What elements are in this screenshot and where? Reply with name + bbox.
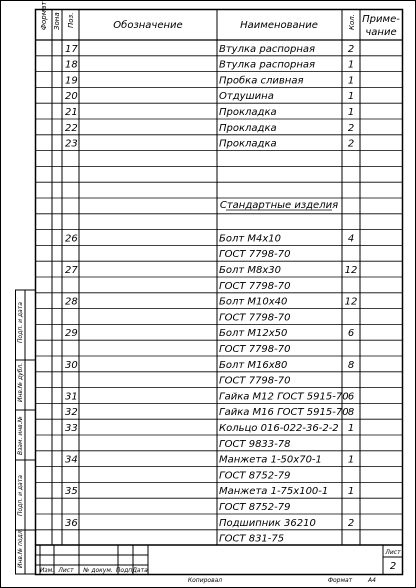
row-name: Кольцо 016-022-36-2-2 xyxy=(219,423,339,434)
row-name: Манжета 1-50х70-1 xyxy=(219,454,322,466)
table-row xyxy=(65,265,357,276)
footer-format-label: Формат xyxy=(327,577,353,584)
row-name: ГОСТ 7798-70 xyxy=(219,375,291,387)
table-row xyxy=(65,455,354,466)
row-name: Болт М10х40 xyxy=(219,296,288,308)
header-zone: Зона xyxy=(53,12,61,30)
table-row xyxy=(219,312,291,323)
table-row xyxy=(219,281,291,292)
side-stamp-sign-date-2: Подп. и дата xyxy=(17,475,24,516)
table-row xyxy=(65,91,354,102)
row-name: ГОСТ 831-75 xyxy=(219,533,285,545)
table-row xyxy=(65,407,354,418)
row-position: 31 xyxy=(65,391,78,403)
row-name: ГОСТ 8752-79 xyxy=(219,470,291,482)
section-title: Стандартные изделия xyxy=(219,200,339,211)
row-quantity: 2 xyxy=(347,138,355,150)
row-position: 21 xyxy=(65,107,78,118)
row-name: Гайка М16 ГОСТ 5915-70 xyxy=(219,407,349,419)
header-format: Формат xyxy=(40,1,48,30)
table-row xyxy=(219,249,291,260)
table-row xyxy=(219,439,291,450)
header-note-line1: Приме- xyxy=(362,14,400,25)
table-row xyxy=(65,44,354,55)
row-name: Болт М16х80 xyxy=(219,359,288,371)
row-position: 26 xyxy=(65,233,78,245)
row-quantity: 1 xyxy=(347,59,355,71)
row-position: 32 xyxy=(65,407,78,419)
header-qty: Кол. xyxy=(348,14,356,30)
row-name: Прокладка xyxy=(219,138,277,150)
table-row xyxy=(65,60,354,71)
row-name: ГОСТ 9833-78 xyxy=(219,438,291,450)
side-stamp-orig-inv: Инв.№ подл. xyxy=(17,528,24,568)
title-sheet-number: 2 xyxy=(389,561,397,572)
row-quantity: 12 xyxy=(344,265,358,276)
row-quantity: 6 xyxy=(347,328,355,340)
side-stamp-replace-inv: Взам. инв.№ xyxy=(17,416,24,455)
header-note-line2: чание xyxy=(365,27,397,38)
table-row xyxy=(65,107,354,118)
row-quantity: 2 xyxy=(347,517,355,529)
row-name: Пробка сливная xyxy=(219,75,304,87)
row-quantity: 1 xyxy=(347,107,355,118)
row-position: 22 xyxy=(65,122,78,134)
table-row xyxy=(65,391,354,402)
row-position: 29 xyxy=(65,328,78,340)
side-stamp-sign-date-1: Подп. и дата xyxy=(17,302,24,343)
row-name: Болт М8х30 xyxy=(219,265,282,276)
row-quantity: 8 xyxy=(347,359,355,371)
footer-format-value: А4 xyxy=(368,577,376,584)
row-position: 20 xyxy=(65,91,78,103)
row-position: 36 xyxy=(65,517,78,529)
row-name: Болт М12х50 xyxy=(219,328,288,340)
row-name: Втулка распорная xyxy=(219,43,316,55)
row-position: 19 xyxy=(65,75,78,87)
row-quantity: 1 xyxy=(347,454,355,466)
sheet-outer-border xyxy=(1,1,416,588)
table-row xyxy=(65,123,354,134)
table-row xyxy=(219,344,291,355)
row-name: ГОСТ 7798-70 xyxy=(219,344,291,355)
row-name: ГОСТ 8752-79 xyxy=(219,502,291,513)
table-row xyxy=(65,423,354,434)
table-row xyxy=(65,518,354,529)
row-position: 17 xyxy=(65,43,78,55)
row-quantity: 2 xyxy=(347,43,355,55)
table-row xyxy=(65,486,354,497)
title-sheet-label: Лист xyxy=(385,549,401,556)
table-row xyxy=(219,470,291,481)
row-name: Втулка распорная xyxy=(219,59,316,71)
row-quantity: 1 xyxy=(347,423,355,434)
row-quantity: 1 xyxy=(347,486,355,498)
row-position: 23 xyxy=(65,138,78,150)
row-position: 28 xyxy=(65,296,78,308)
row-name: Прокладка xyxy=(219,107,277,118)
row-quantity: 1 xyxy=(347,75,355,87)
header-name: Наименование xyxy=(240,20,318,31)
table-row xyxy=(219,534,284,545)
row-position: 33 xyxy=(65,423,78,434)
table-row xyxy=(65,139,354,150)
row-quantity: 4 xyxy=(347,233,355,245)
row-name: Манжета 1-75х100-1 xyxy=(219,486,329,498)
header-pos: Поз. xyxy=(67,12,75,28)
row-quantity: 2 xyxy=(347,122,355,134)
row-position: 34 xyxy=(65,454,78,466)
row-name: Отдушина xyxy=(219,91,274,103)
footer-copied: Копировал xyxy=(187,577,223,584)
table-row xyxy=(219,502,291,513)
header-designation: Обозначение xyxy=(113,20,183,31)
title-podp: Подп. xyxy=(115,567,135,574)
table-row xyxy=(219,376,291,387)
row-name: ГОСТ 7798-70 xyxy=(219,249,291,261)
row-name: ГОСТ 7798-70 xyxy=(219,280,291,292)
table-row xyxy=(65,328,354,339)
row-name: ГОСТ 7798-70 xyxy=(219,312,291,324)
row-name: Прокладка xyxy=(219,122,277,134)
row-quantity: 1 xyxy=(347,91,355,103)
side-stamp-dup-inv: Инв.№ дубл. xyxy=(17,362,24,402)
row-name: Подшипник 36210 xyxy=(219,517,316,529)
title-data: Дата xyxy=(132,567,148,574)
row-name: Гайка М12 ГОСТ 5915-70 xyxy=(219,391,349,403)
row-quantity: 8 xyxy=(347,407,355,419)
row-position: 30 xyxy=(65,359,78,371)
row-quantity: 12 xyxy=(344,296,358,308)
table-row xyxy=(65,233,354,244)
row-position: 18 xyxy=(65,59,78,71)
table-row xyxy=(65,74,354,86)
title-ndoc: № докум. xyxy=(83,567,113,574)
row-position: 35 xyxy=(65,486,78,498)
row-position: 27 xyxy=(65,265,78,276)
title-list: Лист xyxy=(58,567,74,574)
row-quantity: 6 xyxy=(347,391,355,403)
row-name: Болт М4х10 xyxy=(219,233,282,245)
title-izm: Изм. xyxy=(39,567,55,574)
table-row xyxy=(65,360,354,371)
table-row xyxy=(65,297,357,308)
